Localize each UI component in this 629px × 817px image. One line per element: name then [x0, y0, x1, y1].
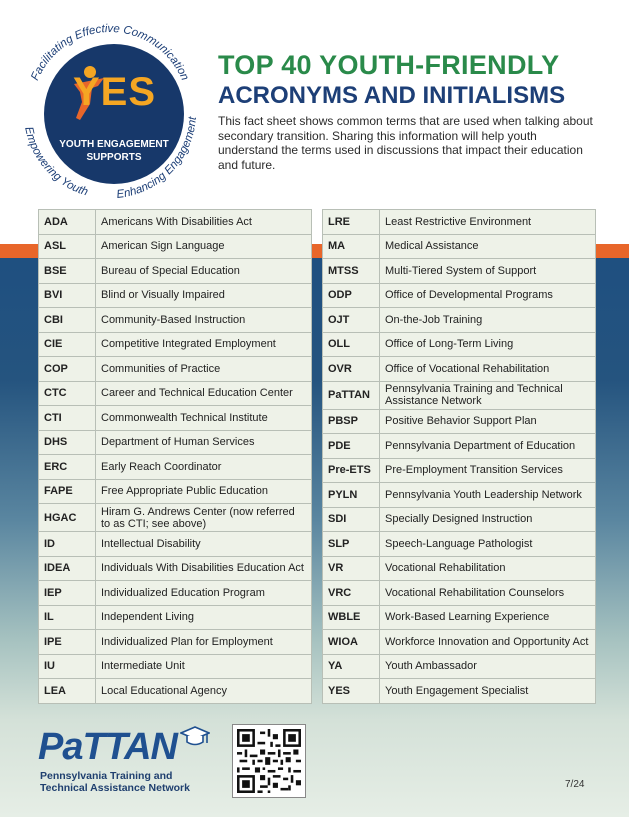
pattan-logo	[38, 726, 228, 798]
meaning-cell: On-the-Job Training	[380, 308, 596, 333]
meaning-cell: Bureau of Special Education	[96, 259, 312, 284]
meaning-cell: Vocational Rehabilitation	[380, 556, 596, 581]
meaning-cell: Community-Based Instruction	[96, 308, 312, 333]
table-row	[39, 283, 312, 308]
yes-logo	[12, 12, 208, 208]
acronym-cell: SDI	[323, 507, 380, 532]
meaning-cell: Pre-Employment Transition Services	[380, 458, 596, 483]
table-row	[39, 556, 312, 581]
logo-arc-right: Enhancing Engagement	[115, 116, 199, 201]
meaning-cell: Americans With Disabilities Act	[96, 210, 312, 235]
page-title-line1: TOP 40 YOUTH-FRIENDLY	[218, 50, 560, 80]
logo-arc-left: Empowering Youth	[22, 125, 90, 199]
acronym-cell: YA	[323, 654, 380, 679]
table-row	[323, 581, 596, 606]
acronym-cell: ODP	[323, 283, 380, 308]
meaning-cell: Speech-Language Pathologist	[380, 532, 596, 557]
meaning-cell: Free Appropriate Public Education	[96, 479, 312, 504]
meaning-cell: Pennsylvania Training and Technical Assistance Network	[380, 381, 596, 409]
table-row	[323, 409, 596, 434]
pattan-wordmark: PaTTAN	[38, 726, 177, 768]
intro-text: This fact sheet shows common terms that are used when talking about secondary transition. Sharing this information will help youth understand the terms used in discussions that impact their education and future.	[218, 114, 593, 172]
acronym-cell: BSE	[39, 259, 96, 284]
meaning-cell: Independent Living	[96, 605, 312, 630]
page-number: 7/24	[565, 779, 585, 790]
meaning-cell: Workforce Innovation and Opportunity Act	[380, 630, 596, 655]
meaning-cell: Office of Developmental Programs	[380, 283, 596, 308]
acronym-cell: IL	[39, 605, 96, 630]
meaning-cell: Hiram G. Andrews Center (now referred to as CTI; see above)	[96, 504, 312, 532]
meaning-cell: Youth Engagement Specialist	[380, 679, 596, 704]
meaning-cell: Career and Technical Education Center	[96, 381, 312, 406]
acronym-cell: VRC	[323, 581, 380, 606]
acronym-cell: IEP	[39, 581, 96, 606]
acronym-cell: LRE	[323, 210, 380, 235]
acronym-cell: OJT	[323, 308, 380, 333]
meaning-cell: Blind or Visually Impaired	[96, 283, 312, 308]
graduation-cap-icon	[180, 726, 210, 748]
acronym-cell: PYLN	[323, 483, 380, 508]
acronym-cell: COP	[39, 357, 96, 382]
meaning-cell: American Sign Language	[96, 234, 312, 259]
acronym-cell: IPE	[39, 630, 96, 655]
table-row	[39, 679, 312, 704]
table-row	[39, 332, 312, 357]
table-row	[39, 234, 312, 259]
table-row	[39, 654, 312, 679]
acronym-cell: IDEA	[39, 556, 96, 581]
acronym-cell: MTSS	[323, 259, 380, 284]
acronym-table-left	[38, 209, 312, 704]
table-row	[39, 455, 312, 480]
acronym-cell: ADA	[39, 210, 96, 235]
acronym-cell: VR	[323, 556, 380, 581]
acronym-table-right	[322, 209, 596, 704]
table-row	[323, 283, 596, 308]
page-title-line2: ACRONYMS AND INITIALISMS	[218, 82, 566, 109]
acronym-cell: LEA	[39, 679, 96, 704]
table-row	[323, 357, 596, 382]
acronym-cell: YES	[323, 679, 380, 704]
meaning-cell: Competitive Integrated Employment	[96, 332, 312, 357]
table-row	[39, 259, 312, 284]
acronym-cell: ID	[39, 532, 96, 557]
acronym-cell: CTI	[39, 406, 96, 431]
meaning-cell: Work-Based Learning Experience	[380, 605, 596, 630]
acronym-cell: IU	[39, 654, 96, 679]
acronym-cell: SLP	[323, 532, 380, 557]
table-row	[39, 381, 312, 406]
meaning-cell: Office of Vocational Rehabilitation	[380, 357, 596, 382]
table-row	[39, 504, 312, 532]
table-row	[323, 483, 596, 508]
table-row	[39, 210, 312, 235]
meaning-cell: Specially Designed Instruction	[380, 507, 596, 532]
pattan-line2: Technical Assistance Network	[40, 782, 190, 794]
table-row	[323, 532, 596, 557]
meaning-cell: Positive Behavior Support Plan	[380, 409, 596, 434]
table-row	[323, 679, 596, 704]
qr-code-icon	[237, 729, 301, 793]
acronym-cell: CTC	[39, 381, 96, 406]
meaning-cell: Pennsylvania Youth Leadership Network	[380, 483, 596, 508]
acronym-cell: DHS	[39, 430, 96, 455]
acronym-cell: MA	[323, 234, 380, 259]
meaning-cell: Early Reach Coordinator	[96, 455, 312, 480]
acronym-cell: ERC	[39, 455, 96, 480]
acronym-cell: ASL	[39, 234, 96, 259]
acronym-cell: HGAC	[39, 504, 96, 532]
meaning-cell: Office of Long-Term Living	[380, 332, 596, 357]
table-row	[323, 630, 596, 655]
meaning-cell: Commonwealth Technical Institute	[96, 406, 312, 431]
table-row	[323, 259, 596, 284]
meaning-cell: Pennsylvania Department of Education	[380, 434, 596, 459]
acronym-cell: OLL	[323, 332, 380, 357]
meaning-cell: Intellectual Disability	[96, 532, 312, 557]
acronym-cell: OVR	[323, 357, 380, 382]
acronym-cell: PBSP	[323, 409, 380, 434]
table-row	[323, 605, 596, 630]
meaning-cell: Individualized Education Program	[96, 581, 312, 606]
table-row	[323, 210, 596, 235]
table-row	[39, 308, 312, 333]
meaning-cell: Communities of Practice	[96, 357, 312, 382]
table-row	[39, 630, 312, 655]
table-row	[323, 381, 596, 409]
meaning-cell: Youth Ambassador	[380, 654, 596, 679]
pattan-line1: Pennsylvania Training and	[40, 770, 173, 782]
table-row	[323, 234, 596, 259]
acronym-cell: BVI	[39, 283, 96, 308]
meaning-cell: Vocational Rehabilitation Counselors	[380, 581, 596, 606]
table-row	[39, 406, 312, 431]
logo-subtitle-line2: SUPPORTS	[86, 152, 142, 163]
logo-subtitle-line1: YOUTH ENGAGEMENT	[59, 139, 169, 150]
meaning-cell: Individuals With Disabilities Education Act	[96, 556, 312, 581]
table-row	[323, 507, 596, 532]
acronym-cell: WBLE	[323, 605, 380, 630]
meaning-cell: Department of Human Services	[96, 430, 312, 455]
table-row	[323, 332, 596, 357]
table-row	[323, 556, 596, 581]
acronym-cell: PaTTAN	[323, 381, 380, 409]
logo-arc-top: Facilitating Effective Communication	[29, 22, 191, 83]
meaning-cell: Multi-Tiered System of Support	[380, 259, 596, 284]
acronym-cell: CIE	[39, 332, 96, 357]
table-row	[323, 654, 596, 679]
qr-code[interactable]	[232, 724, 306, 798]
table-row	[323, 308, 596, 333]
table-row	[39, 479, 312, 504]
table-row	[39, 357, 312, 382]
acronym-cell: FAPE	[39, 479, 96, 504]
acronym-cell: Pre-ETS	[323, 458, 380, 483]
meaning-cell: Individualized Plan for Employment	[96, 630, 312, 655]
acronym-cell: PDE	[323, 434, 380, 459]
table-row	[39, 532, 312, 557]
table-row	[39, 605, 312, 630]
table-row	[39, 581, 312, 606]
table-row	[323, 458, 596, 483]
meaning-cell: Local Educational Agency	[96, 679, 312, 704]
meaning-cell: Medical Assistance	[380, 234, 596, 259]
logo-yes-text: YES	[72, 70, 157, 114]
meaning-cell: Least Restrictive Environment	[380, 210, 596, 235]
acronym-cell: CBI	[39, 308, 96, 333]
acronym-cell: WIOA	[323, 630, 380, 655]
table-row	[323, 434, 596, 459]
table-row	[39, 430, 312, 455]
meaning-cell: Intermediate Unit	[96, 654, 312, 679]
